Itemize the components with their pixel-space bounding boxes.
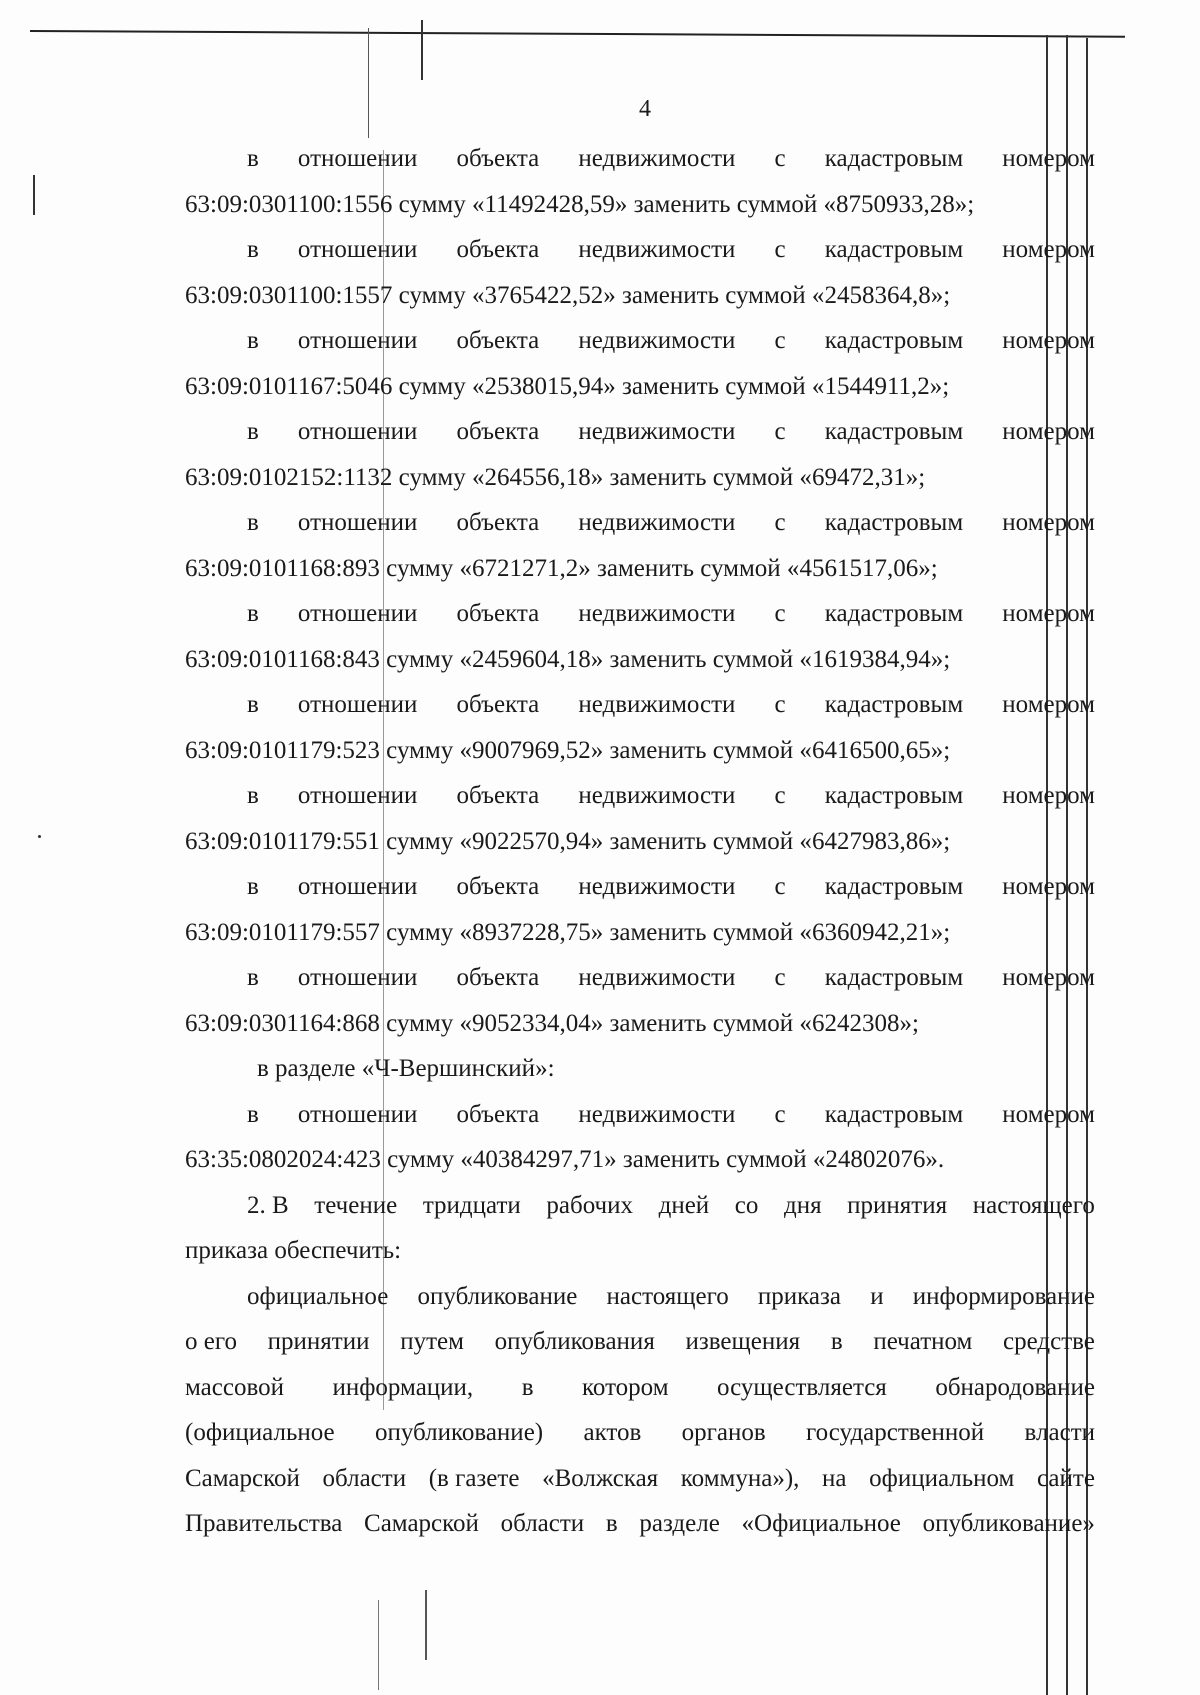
publication-line <box>185 1410 1095 1456</box>
word: недвижимости <box>578 145 736 172</box>
word: отношении <box>297 964 418 991</box>
entry-line-1 <box>185 318 1095 364</box>
word: в <box>247 873 259 900</box>
old-value: 6721271,2 <box>472 554 579 582</box>
word: с <box>774 782 786 809</box>
entry-text: » заменить суммой « <box>590 918 812 946</box>
entry-text: сумму « <box>392 463 485 491</box>
word: отношении <box>297 782 418 809</box>
word: средстве <box>1003 1328 1095 1355</box>
entry-line-2 <box>185 455 1095 501</box>
entry-line-1 <box>185 773 1095 819</box>
cadastral-number: 63:09:0101168:843 <box>185 645 380 673</box>
new-value: 69472,31 <box>811 463 906 491</box>
word: номером <box>1002 418 1095 445</box>
word: власти <box>1024 1419 1095 1446</box>
word: на <box>822 1464 847 1492</box>
new-value: 8750933,28 <box>836 190 955 218</box>
word: «Волжская <box>542 1464 659 1492</box>
entry-paragraph <box>185 955 1095 1046</box>
entry-text: »; <box>918 554 938 582</box>
document-body <box>185 136 1095 1547</box>
entry-text: » заменить суммой « <box>590 645 812 673</box>
entry-text: »; <box>930 281 951 309</box>
publication-line <box>185 1501 1095 1547</box>
new-value: 4561517,06 <box>799 554 919 582</box>
word: в <box>247 327 259 354</box>
entry-line-1 <box>185 864 1095 910</box>
word: настоящего <box>972 1191 1095 1219</box>
entry-text: »; <box>929 372 950 400</box>
word: недвижимости <box>578 691 736 718</box>
word: в <box>247 418 259 445</box>
word: 2. В <box>247 1191 289 1219</box>
entry-text: »; <box>899 1009 919 1037</box>
entry-text: сумму « <box>379 827 472 855</box>
word: отношении <box>297 509 418 536</box>
word: дней <box>658 1191 710 1219</box>
word: кадастровым <box>824 145 964 172</box>
word: отношении <box>297 145 418 172</box>
word: осуществляется <box>717 1373 887 1401</box>
entry-text: сумму « <box>392 190 485 218</box>
word: с <box>774 327 786 354</box>
scan-artifact-mark <box>33 175 35 215</box>
scan-artifact-dot <box>38 835 41 838</box>
publication-line <box>185 1456 1095 1502</box>
word: номером <box>1002 236 1095 263</box>
word: органов <box>681 1419 766 1446</box>
word: недвижимости <box>578 782 736 809</box>
word: путем <box>400 1328 464 1355</box>
word: в <box>830 1328 843 1355</box>
word: с <box>774 691 786 718</box>
word: в <box>247 964 259 991</box>
entry-paragraph <box>185 773 1095 864</box>
old-value: 2538015,94 <box>484 372 604 400</box>
entry-line-1 <box>185 591 1095 637</box>
old-value: 11492428,59 <box>484 190 615 218</box>
entry-text: » заменить суммой « <box>590 463 812 491</box>
new-value: 6242308 <box>811 1009 900 1037</box>
word: опубликования <box>494 1328 655 1355</box>
entry-line-2 <box>185 728 1095 774</box>
word: объекта <box>456 236 540 263</box>
word: разделе <box>639 1510 720 1537</box>
word: настоящего <box>606 1282 729 1310</box>
new-value: 24802076 <box>825 1146 926 1173</box>
entry-line-2 <box>185 182 1095 228</box>
entry-paragraph <box>185 409 1095 500</box>
publication-line <box>185 1274 1095 1320</box>
publication-line <box>185 1319 1095 1365</box>
entry-text: сумму « <box>379 918 472 946</box>
entry-text: сумму « <box>379 645 472 673</box>
word: в <box>247 509 259 536</box>
entry-text: » заменить суммой « <box>604 1146 826 1173</box>
entry-paragraph <box>185 227 1095 318</box>
word: Самарской <box>185 1464 300 1492</box>
word: номером <box>1002 964 1095 991</box>
entry-text: сумму « <box>379 1009 472 1037</box>
word: с <box>774 418 786 445</box>
word: с <box>774 509 786 536</box>
word: в <box>247 236 259 263</box>
word: с <box>774 236 786 263</box>
entry-text: ». <box>925 1146 945 1173</box>
cadastral-number: 63:09:0101168:893 <box>185 554 380 582</box>
word: объекта <box>456 327 540 354</box>
word: отношении <box>297 236 418 263</box>
word: объекта <box>456 691 540 718</box>
entry-text: » заменить суммой « <box>603 281 825 309</box>
word: с <box>774 145 786 172</box>
word: с <box>774 964 786 991</box>
word: объекта <box>456 964 540 991</box>
word: Самарской <box>364 1510 479 1537</box>
entry-text: » заменить суммой « <box>578 554 800 582</box>
word: области <box>322 1464 407 1492</box>
cadastral-number: 63:09:0101167:5046 <box>185 372 393 400</box>
entry-line-2 <box>185 1001 1095 1047</box>
entry-paragraph <box>185 500 1095 591</box>
word: кадастровым <box>824 418 964 445</box>
scan-artifact-line <box>378 1600 379 1690</box>
word: информирование <box>912 1282 1095 1310</box>
entry-paragraph <box>185 136 1095 227</box>
cadastral-number: 63:09:0101179:523 <box>185 736 380 764</box>
new-value: 6427983,86 <box>811 827 931 855</box>
word: принятии <box>267 1328 370 1355</box>
entry-text: сумму « <box>392 372 485 400</box>
entry-paragraph <box>185 864 1095 955</box>
item-2-line-1 <box>185 1183 1095 1229</box>
word: принятия <box>847 1191 948 1219</box>
item-2-line-2: приказа обеспечить: <box>185 1237 402 1264</box>
old-value: 2459604,18 <box>472 645 591 673</box>
old-value: 9022570,94 <box>472 827 591 855</box>
word: номером <box>1002 145 1095 172</box>
word: опубликование) <box>374 1419 544 1446</box>
word: в <box>605 1510 618 1537</box>
word: массовой <box>185 1373 284 1401</box>
entry-paragraph <box>185 682 1095 773</box>
word: печатном <box>873 1328 973 1355</box>
word: отношении <box>297 873 418 900</box>
word: сайте <box>1037 1464 1095 1492</box>
word: недвижимости <box>578 327 736 354</box>
entry-line-2 <box>185 273 1095 319</box>
old-value: 9052334,04 <box>472 1009 591 1037</box>
entry-line-1 <box>185 500 1095 546</box>
word: кадастровым <box>824 964 964 991</box>
cadastral-number: 63:09:0301100:1557 <box>185 281 393 309</box>
new-value: 6416500,65 <box>811 736 931 764</box>
word: кадастровым <box>824 236 964 263</box>
word: недвижимости <box>578 418 736 445</box>
entry-text: »; <box>930 918 951 946</box>
entry-text: сумму « <box>379 554 472 582</box>
word: с <box>774 600 786 627</box>
word: кадастровым <box>824 327 964 354</box>
word: отношении <box>297 691 418 718</box>
new-value: 2458364,8 <box>824 281 931 309</box>
old-value: 3765422,52 <box>484 281 604 309</box>
word: рабочих <box>546 1191 633 1219</box>
word: объекта <box>456 145 540 172</box>
word: приказа <box>757 1282 841 1310</box>
word: котором <box>582 1373 669 1401</box>
new-value: 1544911,2 <box>824 372 930 400</box>
scan-border-line <box>30 30 1125 38</box>
word: с <box>774 1100 786 1128</box>
word: номером <box>1002 691 1095 718</box>
word: недвижимости <box>578 236 736 263</box>
word: кадастровым <box>824 873 964 900</box>
entry-text: » заменить суммой « <box>590 1009 812 1037</box>
word: номером <box>1002 1100 1095 1128</box>
new-value: 1619384,94 <box>811 645 931 673</box>
word: Правительства <box>185 1510 343 1537</box>
entry-line-1 <box>185 136 1095 182</box>
word: со <box>734 1191 759 1219</box>
entry-line-2 <box>185 910 1095 956</box>
entry-line-2 <box>185 546 1095 592</box>
entry-line-1 <box>185 955 1095 1001</box>
entry-paragraph <box>185 1092 1095 1183</box>
word: опубликование <box>417 1282 578 1310</box>
cadastral-number: 63:09:0101179:557 <box>185 918 380 946</box>
word: номером <box>1002 327 1095 354</box>
publication-paragraph <box>185 1274 1095 1547</box>
old-value: 264556,18 <box>484 463 591 491</box>
word: в <box>521 1373 534 1401</box>
old-value: 9007969,52 <box>472 736 591 764</box>
word: (в газете <box>428 1464 520 1492</box>
word: обнародование <box>935 1373 1095 1401</box>
word: коммуна»), <box>680 1464 800 1492</box>
word: в <box>247 145 259 172</box>
word: официальное <box>247 1282 389 1310</box>
word: объекта <box>456 418 540 445</box>
item-2-paragraph <box>185 1183 1095 1274</box>
new-value: 6360942,21 <box>811 918 931 946</box>
entry-line-1 <box>185 682 1095 728</box>
word: кадастровым <box>824 691 964 718</box>
word: недвижимости <box>578 873 736 900</box>
word: государственной <box>806 1419 985 1446</box>
word: информации, <box>332 1373 474 1401</box>
word: извещения <box>685 1328 801 1355</box>
entry-text: »; <box>930 645 951 673</box>
cadastral-number: 63:09:0102152:1132 <box>185 463 393 491</box>
word: о его <box>185 1328 237 1355</box>
entry-line-1 <box>185 227 1095 273</box>
entry-line-1 <box>185 1092 1095 1138</box>
word: в <box>247 782 259 809</box>
word: в <box>247 600 259 627</box>
word: недвижимости <box>578 600 736 627</box>
word: области <box>500 1510 585 1537</box>
cadastral-number: 63:35:0802024:423 <box>185 1146 381 1173</box>
word: номером <box>1002 873 1095 900</box>
entry-text: сумму « <box>380 1146 473 1173</box>
word: объекта <box>456 873 540 900</box>
word: актов <box>583 1419 642 1446</box>
entry-text: »; <box>930 827 951 855</box>
word: кадастровым <box>824 509 964 536</box>
entry-text: » заменить суммой « <box>590 827 812 855</box>
word: объекта <box>456 509 540 536</box>
entry-paragraph <box>185 318 1095 409</box>
word: опубликование» <box>922 1510 1095 1537</box>
word: номером <box>1002 600 1095 627</box>
word: кадастровым <box>824 600 964 627</box>
word: (официальное <box>185 1419 335 1446</box>
entry-text: » заменить суммой « <box>614 190 837 218</box>
word: отношении <box>297 327 418 354</box>
word: с <box>774 873 786 900</box>
entry-line-2 <box>185 364 1095 410</box>
entry-text: » заменить суммой « <box>590 736 812 764</box>
old-value: 40384297,71 <box>472 1146 605 1173</box>
word: отношении <box>297 1100 418 1128</box>
word: объекта <box>456 600 540 627</box>
word: недвижимости <box>578 964 736 991</box>
word: объекта <box>456 782 540 809</box>
word: отношении <box>297 600 418 627</box>
entry-text: сумму « <box>392 281 485 309</box>
entry-text: » заменить суммой « <box>603 372 825 400</box>
publication-line <box>185 1365 1095 1411</box>
entry-text: сумму « <box>379 736 472 764</box>
word: объекта <box>456 1100 540 1128</box>
word: кадастровым <box>824 1100 964 1128</box>
cadastral-number: 63:09:0101179:551 <box>185 827 380 855</box>
scan-artifact-line <box>421 20 423 80</box>
word: недвижимости <box>578 1100 736 1128</box>
entry-text: »; <box>905 463 926 491</box>
cadastral-number: 63:09:0301100:1556 <box>185 190 393 218</box>
word: кадастровым <box>824 782 964 809</box>
word: дня <box>783 1191 822 1219</box>
entry-text: »; <box>930 736 951 764</box>
word: тридцати <box>422 1191 521 1219</box>
entry-line-1 <box>185 409 1095 455</box>
entry-line-2 <box>185 637 1095 683</box>
word: официальном <box>869 1464 1015 1492</box>
word: «Официальное <box>741 1510 901 1537</box>
word: в <box>247 691 259 718</box>
word: и <box>870 1282 884 1310</box>
word: недвижимости <box>578 509 736 536</box>
entry-line-2 <box>185 819 1095 865</box>
word: номером <box>1002 509 1095 536</box>
word: отношении <box>297 418 418 445</box>
entry-line-2 <box>185 1137 1095 1183</box>
old-value: 8937228,75 <box>472 918 591 946</box>
word: номером <box>1002 782 1095 809</box>
entry-paragraph <box>185 591 1095 682</box>
cadastral-number: 63:09:0301164:868 <box>185 1009 380 1037</box>
page-number: 4 <box>639 96 651 122</box>
scan-artifact-line <box>425 1590 427 1660</box>
word: в <box>247 1100 259 1128</box>
word: течение <box>314 1191 398 1219</box>
entry-text: »; <box>954 190 975 218</box>
section-heading: в разделе «Ч-Вершинский»: <box>257 1055 555 1082</box>
